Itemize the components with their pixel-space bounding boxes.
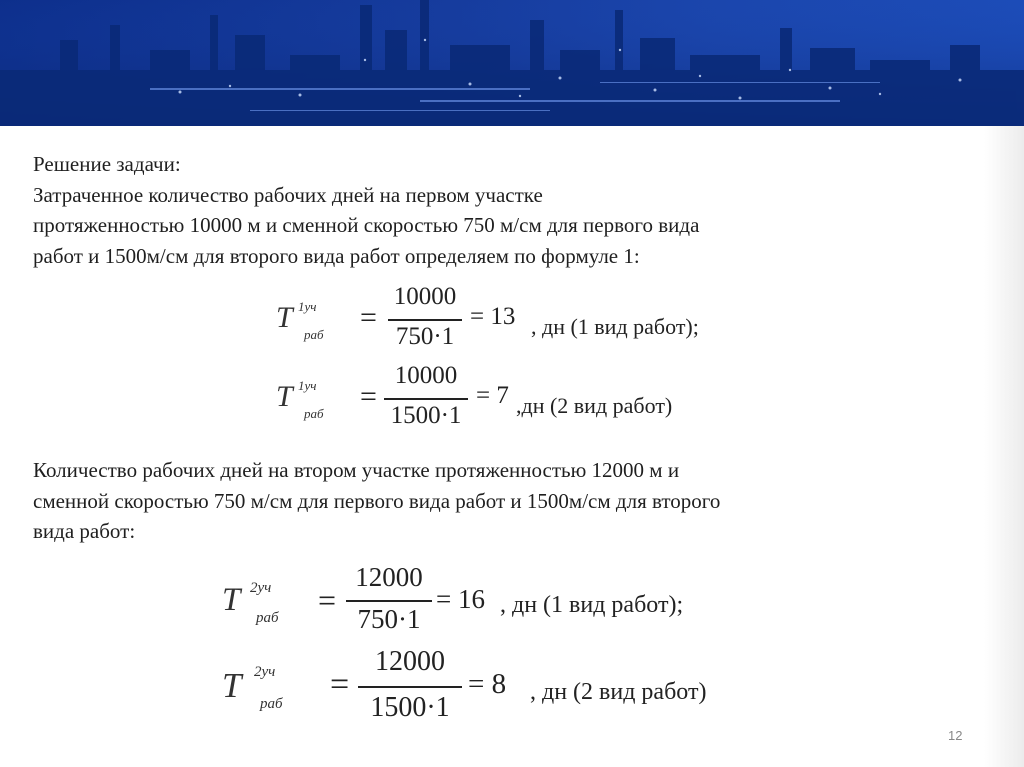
formula-symbol: T [222, 666, 242, 705]
text-line: Количество рабочих дней на втором участке протяженностью 12000 м и [33, 458, 680, 482]
fraction-bar [346, 600, 432, 602]
formula-subscript: раб [304, 327, 324, 342]
formula-2 [276, 362, 736, 432]
formula-superscript: 1уч [298, 299, 317, 314]
text-line: Затраченное количество рабочих дней на первом участке [33, 182, 543, 207]
text-line: сменной скоростью 750 м/см для первого вида работ и 1500м/см для второго [33, 488, 721, 513]
text-line: работ и 1500м/см для второго вида работ определяем по формуле 1: [33, 243, 640, 268]
industrial-skyline-image [0, 0, 1024, 126]
formula-subscript: раб [256, 610, 279, 626]
text-line: протяженностью 10000 м и сменной скоростью 750 м/см для первого вида [33, 213, 700, 237]
formula-denominator: 1500·1 [390, 402, 462, 429]
equals-sign: = [318, 582, 337, 618]
formula-denominator: 750·1 [395, 323, 455, 350]
second-section-text [33, 455, 893, 547]
equals-sign: = [360, 301, 377, 334]
formula-1 [276, 283, 756, 353]
formula-subscript: раб [304, 406, 324, 421]
formula-superscript: 1уч [298, 378, 317, 393]
formula-numerator: 12000 [375, 646, 445, 677]
formula-symbol: T [276, 380, 293, 413]
formula-unit: , дн (2 вид работ) [530, 679, 707, 705]
formula-denominator: 1500·1 [370, 692, 450, 723]
side-shadow [984, 126, 1024, 767]
formula-numerator: 10000 [394, 362, 458, 389]
intro-text [33, 149, 863, 271]
formula-subscript: раб [260, 696, 283, 712]
header-banner [0, 0, 1024, 126]
formula-denominator: 750·1 [357, 604, 421, 634]
formula-superscript: 2уч [254, 664, 276, 680]
formula-result: = 16 [436, 584, 485, 614]
formula-result: = 13 [470, 303, 516, 330]
fraction-bar [358, 686, 462, 688]
formula-unit: , дн (1 вид работ); [531, 314, 699, 339]
page-number: 12 [948, 728, 963, 743]
formula-unit: , дн (1 вид работ); [500, 592, 684, 618]
equals-sign: = [330, 666, 350, 703]
equals-sign: = [360, 380, 377, 413]
fraction-bar [388, 319, 462, 321]
formula-4 [222, 646, 782, 726]
text-line: Решение задачи: [33, 152, 181, 176]
formula-result: = 7 [476, 382, 509, 409]
formula-unit: ,дн (2 вид работ) [516, 393, 673, 418]
formula-numerator: 10000 [393, 283, 457, 310]
formula-symbol: T [276, 301, 293, 334]
fraction-bar [384, 398, 468, 400]
formula-numerator: 12000 [355, 562, 423, 592]
formula-result: = 8 [468, 668, 507, 700]
formula-symbol: T [222, 582, 241, 618]
formula-superscript: 2уч [250, 580, 272, 596]
text-line: вида работ: [33, 519, 136, 543]
formula-3 [222, 562, 762, 632]
